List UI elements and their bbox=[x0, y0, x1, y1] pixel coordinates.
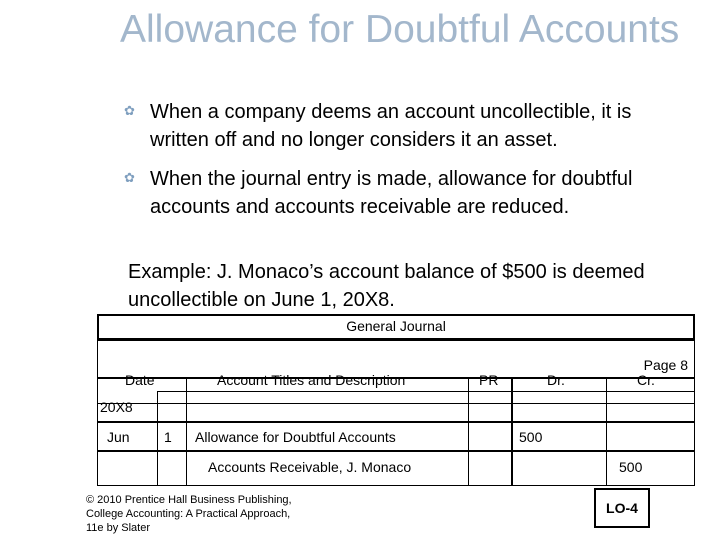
row-divider bbox=[97, 450, 695, 452]
dr-header: Dr. bbox=[547, 372, 565, 388]
date-header: Date bbox=[125, 372, 155, 388]
bullet-1 bbox=[124, 98, 690, 154]
example-text: Example: J. Monaco’s account balance of $500 is deemed uncollectible on June 1, 20X8. bbox=[128, 261, 645, 311]
pr-header: PR bbox=[479, 372, 499, 388]
pr-column bbox=[468, 391, 513, 486]
year-cell: 20X8 bbox=[100, 399, 133, 415]
cr-header: Cr. bbox=[637, 372, 655, 388]
row-divider bbox=[97, 421, 695, 423]
bullet-1-text: When a company deems an account uncollectible, it is written off and no longer considers it an asset. bbox=[150, 101, 632, 151]
journal-title: General Journal bbox=[97, 314, 695, 340]
account-header: Account Titles and Description bbox=[217, 372, 406, 388]
day-cell: 1 bbox=[164, 429, 172, 445]
general-journal bbox=[97, 314, 695, 486]
learning-objective-badge: LO-4 bbox=[594, 488, 650, 528]
day-column bbox=[157, 391, 187, 486]
month-cell: Jun bbox=[107, 429, 130, 445]
slide-title: Allowance for Doubtful Accounts bbox=[120, 8, 680, 51]
bullet-2-text: When the journal entry is made, allowance for doubtful accounts and accounts receivable are reduced. bbox=[150, 168, 633, 218]
bullet-2 bbox=[124, 165, 690, 221]
entry1-debit: 500 bbox=[519, 429, 543, 445]
bullet-icon: ✿ bbox=[124, 103, 135, 118]
entry2-account: Accounts Receivable, J. Monaco bbox=[208, 459, 412, 475]
entry2-credit: 500 bbox=[619, 459, 643, 475]
entry1-account: Allowance for Doubtful Accounts bbox=[195, 429, 396, 445]
bullet-icon: ✿ bbox=[124, 170, 135, 185]
journal-page: Page 8 bbox=[97, 340, 695, 378]
copyright-notice: © 2010 Prentice Hall Business Publishing, College Accounting: A Practical Approach, 11e by Slater bbox=[86, 494, 292, 534]
